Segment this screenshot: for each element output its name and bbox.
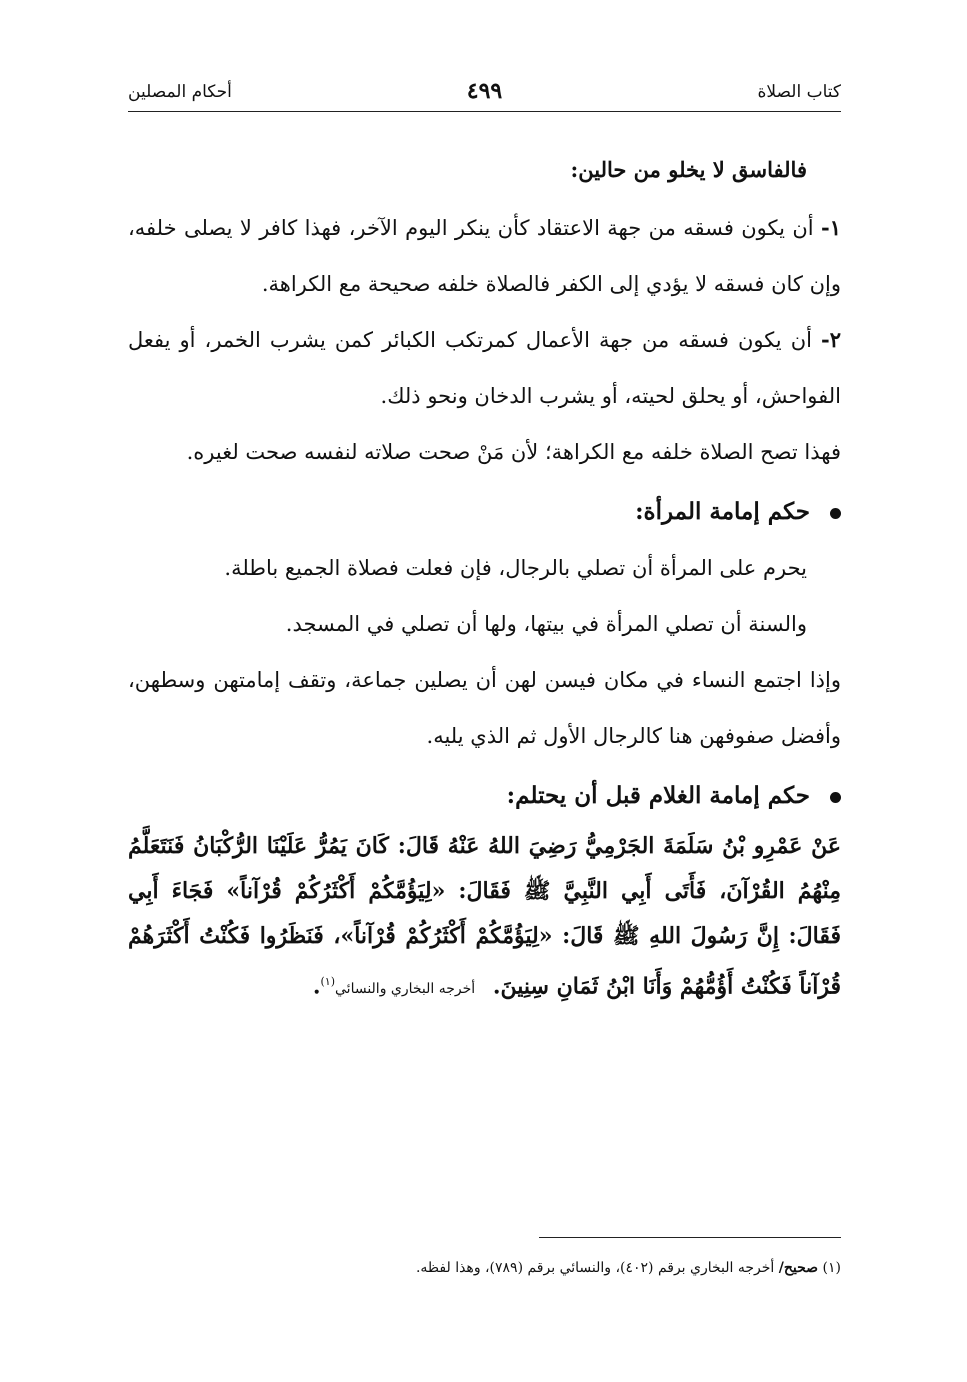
footnote-text: أخرجه البخاري برقم (٤٠٢)، والنسائي برقم (٧٨٩)، وهذا لفظه. — [415, 1260, 775, 1276]
header-chapter-title: أحكام المصلين — [128, 82, 232, 102]
footnote-reference[interactable]: (١) — [320, 975, 335, 988]
list-item-2-text: أن يكون فسقه من جهة الأعمال كمرتكب الكبائر كمن يشرب الخمر، أو يفعل الفواحش، أو يحلق لحيته، أو يشرب الدخان ونحو ذلك. — [128, 328, 841, 408]
footnote-marker: (١) — [822, 1260, 841, 1276]
list-item-1 — [128, 200, 841, 312]
list-item-2 — [128, 312, 841, 424]
bullet-icon — [830, 792, 841, 803]
paragraph-woman-2: والسنة أن تصلي المرأة في بيتها، ولها أن تصلي في المسجد. — [285, 612, 807, 636]
footnote-divider — [539, 1237, 841, 1238]
hadith-text — [128, 824, 841, 1012]
list-item-1-number: ١- — [821, 215, 841, 240]
conclusion-paragraph: فهذا تصح الصلاة خلفه مع الكراهة؛ لأن مَنْ صحت صلاته لنفسه صحت لغيره. — [186, 440, 841, 464]
header-book-title: كتاب الصلاة — [757, 82, 841, 102]
footnote-grade: صحيح/ — [778, 1260, 819, 1276]
section-heading-boy-imam — [128, 768, 841, 824]
hadith-body: عَنْ عَمْرِو بْنُ سَلَمَةَ الجَرْمِيُّ رَضِيَ اللهُ عَنْهُ قَالَ: كَانَ يَمُرُّ عَلَيْنَا الرُّكْبَانُ فَنَتَعَلَّمُ مِنْهُمُ القُرْآنَ، فَأَتَى أَبِي النَّبِيَّ ﷺ فَقَالَ: «لِيَؤُمَّكُمْ أَكْثَرُكُمْ قُرْآناً» فَجَاءَ أَبِي فَقَالَ: إِنَّ رَسُولَ اللهِ ﷺ قَالَ: «لِيَؤُمَّكُمْ أَكْثَرُكُمْ قُرْآناً»، فَنَظَرُوا فَكُنْتُ أَكْثَرَهُمْ قُرْآناً فَكُنْتُ أَؤُمُّهُمْ وَأَنَا ابْنُ ثَمَانِ سِنِينَ. — [128, 833, 841, 1000]
page-number: ٤٩٩ — [466, 78, 503, 104]
lead-sentence: فالفاسق لا يخلو من حالين: — [570, 157, 807, 182]
hadith-end: . — [312, 973, 321, 1000]
section-heading-woman-imam — [128, 484, 841, 540]
paragraph-woman-3: وإذا اجتمع النساء في مكان فيسن لهن أن يصلين جماعة، وتقف إمامتهن وسطهن، وأفضل صفوفهن هنا كالرجال الأول ثم الذي يليه. — [128, 668, 841, 748]
main-text — [128, 142, 841, 1012]
list-item-1-text: أن يكون فسقه من جهة الاعتقاد كأن ينكر اليوم الآخر، فهذا كافر لا يصلى خلفه، وإن كان فسقه لا يؤدي إلى الكفر فالصلاة خلفه صحيحة مع الكراهة. — [128, 216, 841, 296]
bullet-icon — [830, 508, 841, 519]
hadith-source: أخرجه البخاري والنسائي — [335, 981, 476, 998]
section-heading-text: حكم إمامة الغلام قبل أن يحتلم: — [506, 782, 810, 809]
paragraph-woman-1: يحرم على المرأة أن تصلي بالرجال، فإن فعلت فصلاة الجميع باطلة. — [224, 556, 807, 580]
running-header — [128, 78, 841, 112]
section-heading-text: حكم إمامة المرأة: — [635, 498, 810, 525]
header-divider — [128, 111, 841, 112]
list-item-2-number: ٢- — [821, 327, 841, 352]
footnote — [128, 1256, 841, 1280]
